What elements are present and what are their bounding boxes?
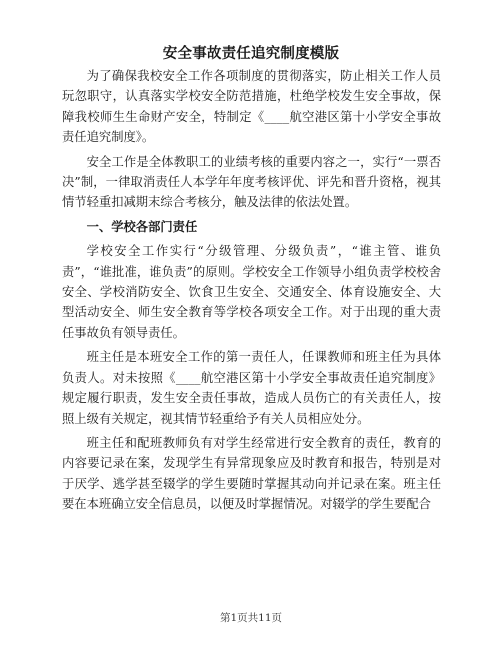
page-number-footer: 第1页共11页 (219, 612, 283, 624)
section-heading: 一、学校各部门责任 (86, 219, 198, 234)
paragraph: 为了确保我校安全工作各项制度的贯彻落实，防止相关工作人员玩忽职守，认真落实学校安全防范措施，杜绝学校发生安全事故，保障我校师生生命财产安全，特制定《____航空港区第十小学安全事故责任追究制度》。 (62, 69, 441, 145)
paragraph: 安全工作是全体教职工的业绩考核的重要内容之一，实行“一票否决”制，一律取消责任人本学年年度考核评优、评先和晋升资格，视其情节轻重扣减期末综合考核分，触及法律的依法处置。 (62, 154, 441, 210)
paragraph: 班主任和配班教师负有对学生经常进行安全教育的责任，教育的内容要记录在案，发现学生有异常现象应及时教育和报告，特别是对于厌学、逃学甚至辍学的学生要随时掌握其动向并记录在案。班主任要在本班确立安全信息员，以便及时掌握情况。对辍学的学生要配合 (62, 435, 441, 512)
document-title: 安全事故责任追究制度模版 (162, 46, 340, 62)
paragraph: 学校安全工作实行“分级管理、分级负责”，“谁主管、谁负责”，“谁批准，谁负责”的原则。学校安全工作领导小组负责学校校舍安全、学校消防安全、饮食卫生安全、交通安全、体育设施安全、大型活动安全、师生安全教育等学校各项安全工作。对于出现的重大责任事故负有领导责任。 (62, 244, 441, 340)
paragraph: 班主任是本班安全工作的第一责任人，任课教师和班主任为具体负责人。对未按照《____航空港区第十小学安全事故责任追究制度》规定履行职责，发生安全责任事故，造成人员伤亡的有关责任人，按照上级有关规定，视其情节轻重给予有关人员相应处分。 (62, 350, 441, 426)
document-body (62, 66, 441, 519)
